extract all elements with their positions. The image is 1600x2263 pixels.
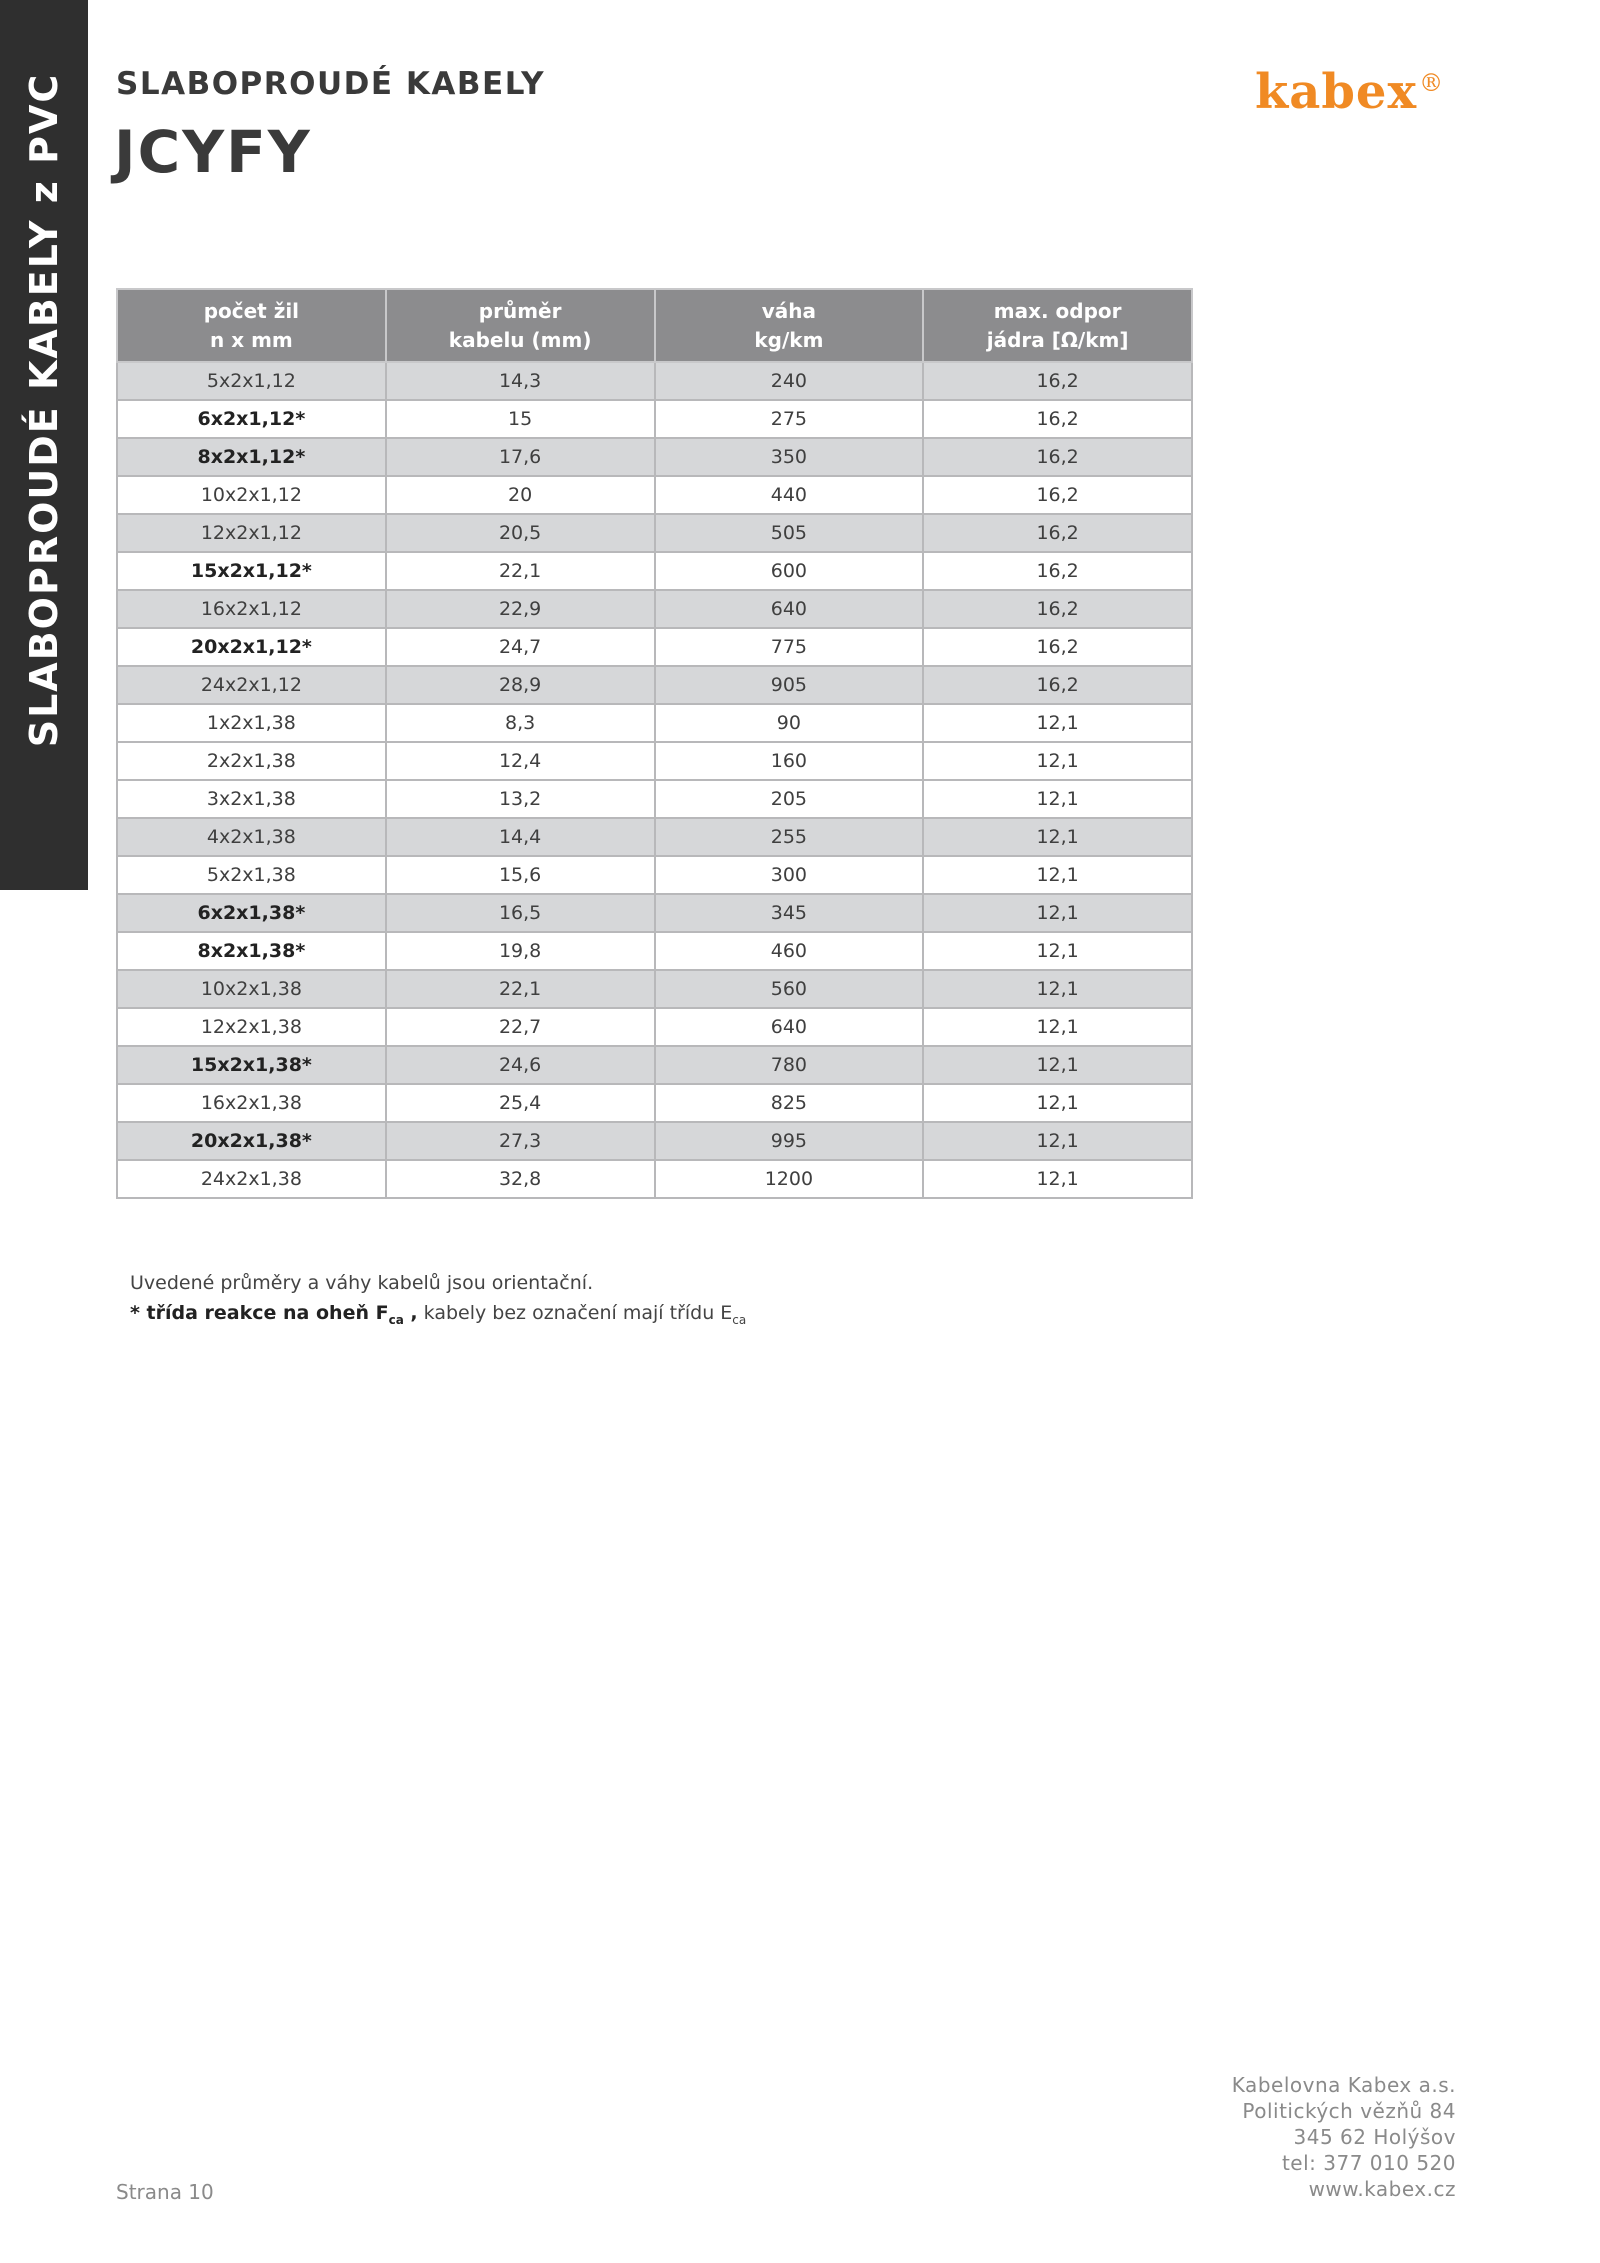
cell-diameter: 24,6	[386, 1046, 655, 1084]
cell-resistance: 12,1	[923, 1008, 1192, 1046]
cell-conductors: 16x2x1,38	[117, 1084, 386, 1122]
kabex-logo	[1255, 64, 1444, 120]
cell-weight: 275	[655, 400, 924, 438]
cell-resistance: 16,2	[923, 400, 1192, 438]
company-address	[1232, 2072, 1456, 2202]
cell-conductors: 15x2x1,38*	[117, 1046, 386, 1084]
cell-diameter: 20	[386, 476, 655, 514]
cell-conductors: 6x2x1,38*	[117, 894, 386, 932]
cell-diameter: 22,1	[386, 970, 655, 1008]
table-row	[117, 590, 1192, 628]
cell-resistance: 12,1	[923, 1046, 1192, 1084]
cell-resistance: 12,1	[923, 1122, 1192, 1160]
cell-diameter: 22,7	[386, 1008, 655, 1046]
cell-weight: 160	[655, 742, 924, 780]
cell-conductors: 10x2x1,12	[117, 476, 386, 514]
table-row	[117, 1160, 1192, 1198]
table-row	[117, 666, 1192, 704]
cell-conductors: 3x2x1,38	[117, 780, 386, 818]
cell-conductors: 8x2x1,38*	[117, 932, 386, 970]
cell-diameter: 25,4	[386, 1084, 655, 1122]
product-title: JCYFY	[114, 118, 312, 186]
address-web: www.kabex.cz	[1308, 2177, 1456, 2201]
cell-diameter: 17,6	[386, 438, 655, 476]
cell-conductors: 12x2x1,12	[117, 514, 386, 552]
page-number: Strana 10	[116, 2180, 214, 2204]
cell-conductors: 16x2x1,12	[117, 590, 386, 628]
cell-resistance: 16,2	[923, 628, 1192, 666]
cell-diameter: 12,4	[386, 742, 655, 780]
cell-diameter: 22,9	[386, 590, 655, 628]
address-phone: tel: 377 010 520	[1281, 2151, 1456, 2175]
table-row	[117, 1084, 1192, 1122]
cell-diameter: 22,1	[386, 552, 655, 590]
side-tab	[0, 0, 88, 890]
section-title: SLABOPROUDÉ KABELY	[116, 66, 546, 102]
cell-resistance: 16,2	[923, 476, 1192, 514]
cell-diameter: 13,2	[386, 780, 655, 818]
cell-weight: 255	[655, 818, 924, 856]
cell-weight: 640	[655, 1008, 924, 1046]
cell-resistance: 16,2	[923, 552, 1192, 590]
address-city: 345 62 Holýšov	[1293, 2125, 1456, 2149]
cell-diameter: 14,3	[386, 362, 655, 400]
cell-resistance: 16,2	[923, 590, 1192, 628]
column-header-weight: váha kg/km	[655, 289, 924, 362]
cell-conductors: 5x2x1,12	[117, 362, 386, 400]
table-row	[117, 1122, 1192, 1160]
table-row	[117, 818, 1192, 856]
table-row	[117, 514, 1192, 552]
cell-resistance: 12,1	[923, 742, 1192, 780]
cell-conductors: 24x2x1,38	[117, 1160, 386, 1198]
table-row	[117, 438, 1192, 476]
cell-diameter: 16,5	[386, 894, 655, 932]
cell-diameter: 20,5	[386, 514, 655, 552]
table-row	[117, 1008, 1192, 1046]
cell-weight: 1200	[655, 1160, 924, 1198]
cell-resistance: 12,1	[923, 970, 1192, 1008]
cell-diameter: 8,3	[386, 704, 655, 742]
table-row	[117, 400, 1192, 438]
cell-weight: 505	[655, 514, 924, 552]
table-row	[117, 552, 1192, 590]
cell-diameter: 19,8	[386, 932, 655, 970]
cell-conductors: 24x2x1,12	[117, 666, 386, 704]
cell-weight: 300	[655, 856, 924, 894]
cell-resistance: 16,2	[923, 514, 1192, 552]
cell-diameter: 15	[386, 400, 655, 438]
cell-weight: 440	[655, 476, 924, 514]
cell-resistance: 16,2	[923, 438, 1192, 476]
table-row	[117, 932, 1192, 970]
table-row	[117, 704, 1192, 742]
note-orientation: Uvedené průměry a váhy kabelů jsou orientační.	[130, 1272, 594, 1294]
side-tab-label: SLABOPROUDÉ KABELY z PVC	[22, 72, 66, 748]
cell-weight: 905	[655, 666, 924, 704]
spec-table	[116, 288, 1193, 1199]
cell-weight: 640	[655, 590, 924, 628]
table-row	[117, 894, 1192, 932]
cell-weight: 780	[655, 1046, 924, 1084]
cell-weight: 775	[655, 628, 924, 666]
cell-conductors: 8x2x1,12*	[117, 438, 386, 476]
table-header-row	[117, 289, 1192, 362]
cell-conductors: 12x2x1,38	[117, 1008, 386, 1046]
column-header-diameter: průměr kabelu (mm)	[386, 289, 655, 362]
cell-weight: 560	[655, 970, 924, 1008]
table-row	[117, 780, 1192, 818]
cell-resistance: 12,1	[923, 1084, 1192, 1122]
table-row	[117, 742, 1192, 780]
logo-text: kabex	[1255, 64, 1418, 120]
cell-resistance: 12,1	[923, 894, 1192, 932]
cell-conductors: 2x2x1,38	[117, 742, 386, 780]
table-row	[117, 476, 1192, 514]
cell-conductors: 10x2x1,38	[117, 970, 386, 1008]
cell-conductors: 4x2x1,38	[117, 818, 386, 856]
address-street: Politických vězňů 84	[1242, 2099, 1456, 2123]
cell-weight: 345	[655, 894, 924, 932]
cell-weight: 240	[655, 362, 924, 400]
cell-diameter: 27,3	[386, 1122, 655, 1160]
registered-mark: ®	[1419, 69, 1445, 97]
cell-weight: 825	[655, 1084, 924, 1122]
cell-weight: 350	[655, 438, 924, 476]
cell-resistance: 12,1	[923, 856, 1192, 894]
cell-weight: 995	[655, 1122, 924, 1160]
cell-weight: 205	[655, 780, 924, 818]
cell-resistance: 12,1	[923, 704, 1192, 742]
cell-conductors: 20x2x1,38*	[117, 1122, 386, 1160]
cell-diameter: 32,8	[386, 1160, 655, 1198]
cell-resistance: 12,1	[923, 1160, 1192, 1198]
cell-weight: 460	[655, 932, 924, 970]
cell-weight: 90	[655, 704, 924, 742]
cell-diameter: 28,9	[386, 666, 655, 704]
cell-conductors: 20x2x1,12*	[117, 628, 386, 666]
cell-resistance: 12,1	[923, 932, 1192, 970]
column-header-conductors: počet žil n x mm	[117, 289, 386, 362]
table-row	[117, 362, 1192, 400]
cell-conductors: 6x2x1,12*	[117, 400, 386, 438]
cell-diameter: 15,6	[386, 856, 655, 894]
note-fire-class: * třída reakce na oheň $F_{ca}$ , kabely bez označení mají třídu $E_{ca}$	[130, 1302, 747, 1327]
table-row	[117, 970, 1192, 1008]
table-notes	[130, 1268, 746, 1335]
cell-conductors: 15x2x1,12*	[117, 552, 386, 590]
table-row	[117, 856, 1192, 894]
cell-resistance: 12,1	[923, 780, 1192, 818]
cell-conductors: 1x2x1,38	[117, 704, 386, 742]
cell-weight: 600	[655, 552, 924, 590]
table-row	[117, 628, 1192, 666]
table-row	[117, 1046, 1192, 1084]
cell-resistance: 12,1	[923, 818, 1192, 856]
cell-diameter: 24,7	[386, 628, 655, 666]
cell-conductors: 5x2x1,38	[117, 856, 386, 894]
cell-resistance: 16,2	[923, 666, 1192, 704]
cell-diameter: 14,4	[386, 818, 655, 856]
cell-resistance: 16,2	[923, 362, 1192, 400]
address-company: Kabelovna Kabex a.s.	[1231, 2073, 1456, 2097]
column-header-resistance: max. odpor jádra [Ω/km]	[923, 289, 1192, 362]
